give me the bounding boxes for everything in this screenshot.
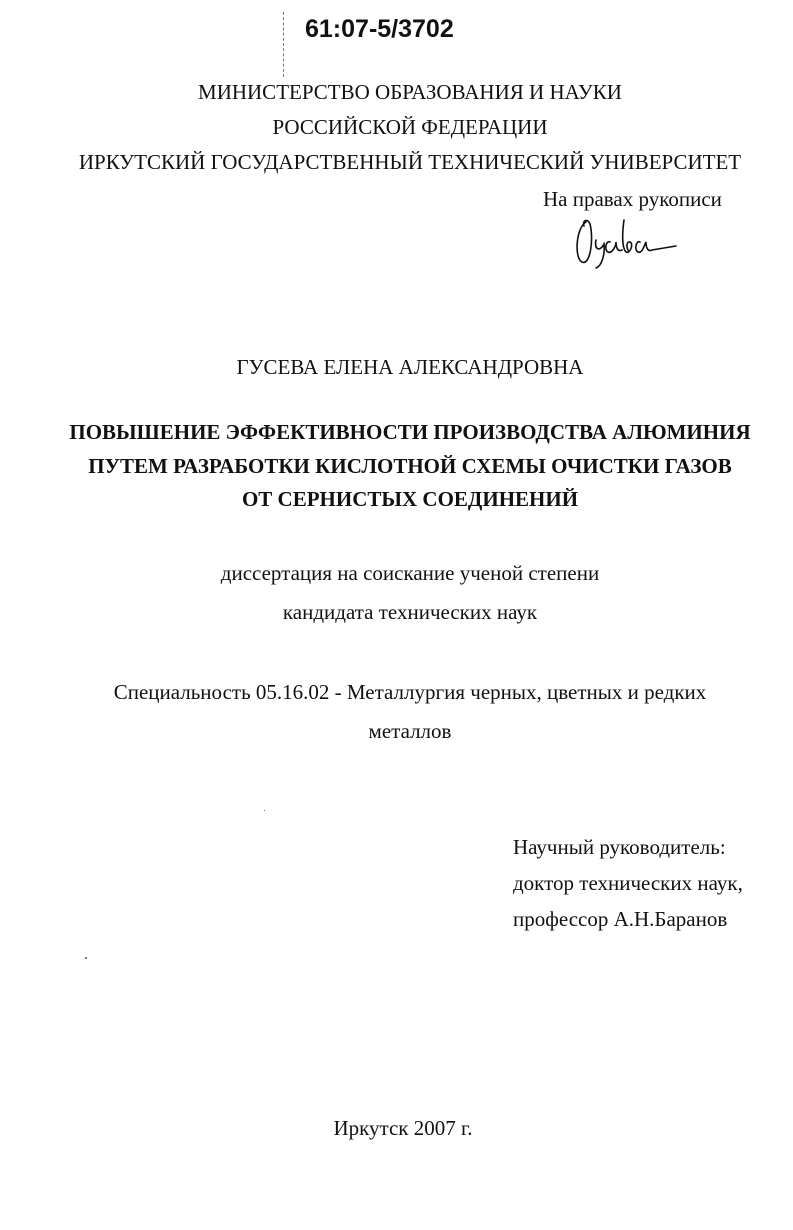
handwritten-signature [572, 210, 682, 270]
scan-speck [85, 957, 87, 959]
specialty-line: металлов [368, 719, 452, 743]
margin-line [283, 12, 285, 77]
supervisor-label: Научный руководитель: [513, 835, 726, 859]
supervisor-degree: доктор технических наук, [513, 871, 743, 895]
title-line: ПУТЕМ РАЗРАБОТКИ КИСЛОТНОЙ СХЕМЫ ОЧИСТКИ ГАЗОВ [88, 454, 732, 478]
scan-speck [264, 810, 265, 811]
archive-code: 61:07-5/3702 [305, 15, 454, 43]
supervisor-name: профессор А.Н.Баранов [513, 907, 728, 931]
degree-line: диссертация на соискание ученой степени [220, 561, 600, 585]
specialty-line: Специальность 05.16.02 - Металлургия черных, цветных и редких [113, 680, 707, 704]
manuscript-note: На правах рукописи [543, 187, 722, 211]
title-line: ОТ СЕРНИСТЫХ СОЕДИНЕНИЙ [241, 487, 579, 511]
author-name: ГУСЕВА ЕЛЕНА АЛЕКСАНДРОВНА [236, 355, 584, 379]
title-line: ПОВЫШЕНИЕ ЭФФЕКТИВНОСТИ ПРОИЗВОДСТВА АЛЮМИНИЯ [69, 420, 751, 444]
university-heading: ИРКУТСКИЙ ГОСУДАРСТВЕННЫЙ ТЕХНИЧЕСКИЙ УНИВЕРСИТЕТ [78, 150, 742, 174]
country-heading: РОССИЙСКОЙ ФЕДЕРАЦИИ [272, 115, 548, 139]
ministry-heading: МИНИСТЕРСТВО ОБРАЗОВАНИЯ И НАУКИ [198, 80, 622, 104]
degree-line: кандидата технических наук [282, 600, 538, 624]
place-year: Иркутск 2007 г. [333, 1116, 473, 1140]
